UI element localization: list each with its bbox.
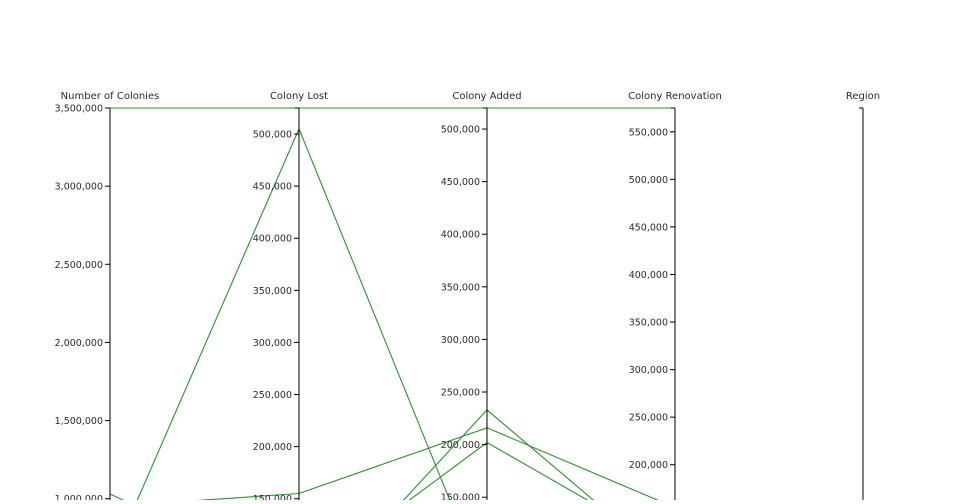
tick-label: 400,000: [628, 269, 668, 281]
record-line-4: [110, 428, 675, 500]
tick-label: 200,000: [440, 440, 480, 452]
tick-label: 150,000: [252, 494, 292, 500]
record-line-5: [110, 410, 675, 500]
tick-label: 300,000: [628, 365, 668, 377]
axes-group: [55, 91, 880, 500]
tick-label: 500,000: [252, 129, 292, 141]
tick-label: 300,000: [440, 334, 480, 346]
tick-label: 200,000: [628, 460, 668, 472]
record-lines: [110, 108, 675, 500]
tick-label: 450,000: [628, 222, 668, 234]
tick-label: 2,000,000: [54, 337, 103, 349]
tick-label: 550,000: [628, 127, 668, 139]
tick-label: 250,000: [440, 387, 480, 399]
tick-label: 350,000: [440, 282, 480, 294]
tick-label: 350,000: [628, 317, 668, 329]
axis-2: [253, 91, 328, 500]
tick-label: 3,000,000: [54, 181, 103, 193]
tick-label: 2,500,000: [54, 259, 103, 271]
axis-title[interactable]: Region: [845, 91, 881, 102]
tick-label: 500,000: [628, 174, 668, 186]
tick-label: 400,000: [440, 229, 480, 241]
tick-label: 250,000: [252, 390, 292, 402]
tick-label: 1,500,000: [54, 416, 103, 428]
tick-label: 150,000: [440, 492, 480, 500]
axis-title[interactable]: Number of Colonies: [60, 91, 160, 102]
tick-label: 500,000: [440, 124, 480, 136]
tick-label: 250,000: [628, 412, 668, 424]
axis-title[interactable]: Colony Renovation: [628, 91, 722, 102]
axis-title[interactable]: Colony Lost: [269, 91, 329, 102]
tick-label: 350,000: [252, 285, 292, 297]
axis-5: [846, 91, 880, 500]
tick-label: 300,000: [252, 337, 292, 349]
tick-label: 400,000: [252, 233, 292, 245]
axis-3: [441, 91, 522, 500]
axis-title[interactable]: Colony Added: [452, 91, 522, 102]
tick-label: 1,000,000: [54, 494, 103, 500]
tick-label: 450,000: [440, 177, 480, 189]
axis-4: [628, 91, 722, 500]
tick-label: 3,500,000: [54, 103, 103, 115]
tick-label: 200,000: [252, 442, 292, 454]
tick-label: 450,000: [252, 181, 292, 193]
axis-1: [55, 91, 160, 500]
